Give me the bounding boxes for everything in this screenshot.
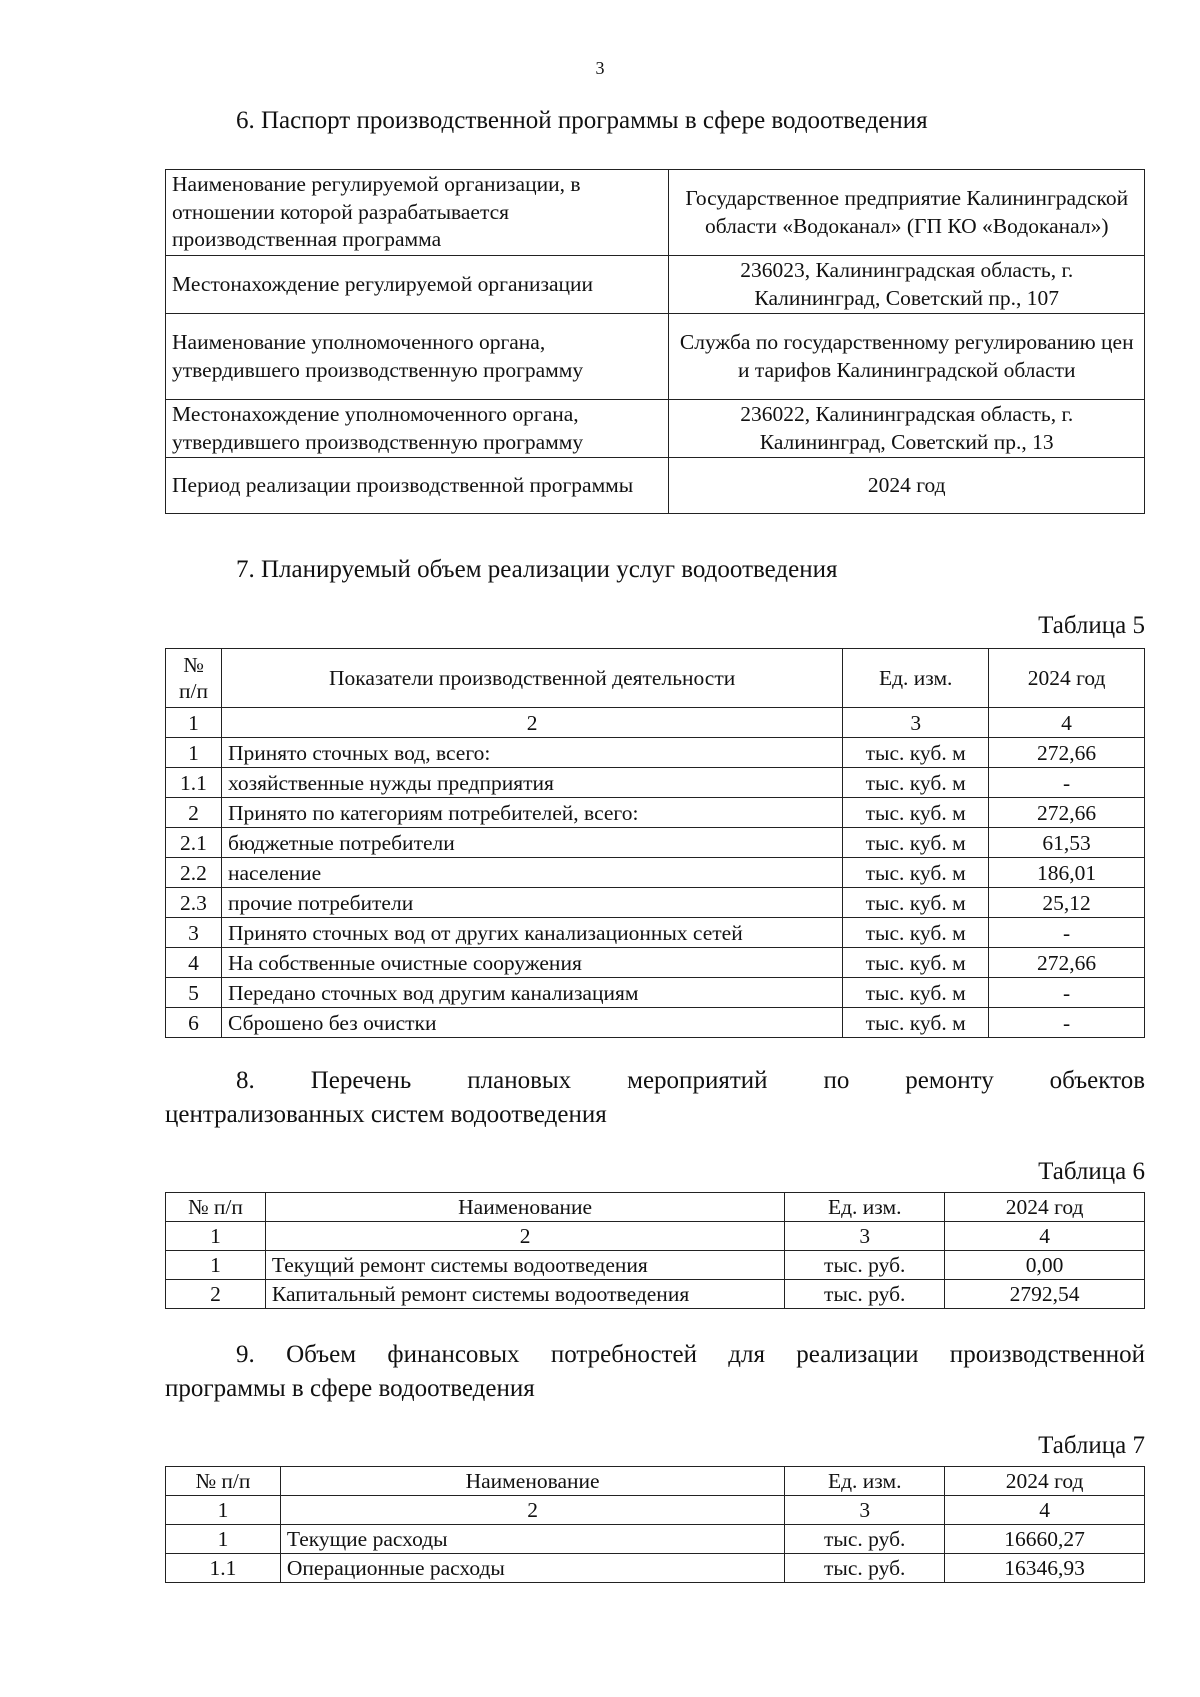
column-header: Ед. изм. [785, 1193, 945, 1222]
section8-heading-line2: централизованных систем водоотведения [165, 1101, 607, 1128]
row-indicator: Принято по категориям потребителей, всего: [221, 798, 842, 828]
table-row [166, 1251, 1145, 1280]
row-indicator: Сброшено без очистки [221, 1008, 842, 1038]
column-header: № п/п [166, 1193, 266, 1222]
row-number: 2 [166, 1280, 266, 1309]
passport-value: 2024 год [669, 458, 1145, 514]
row-number: 1.1 [166, 1554, 281, 1583]
table-row [166, 978, 1145, 1008]
column-number: 3 [785, 1222, 945, 1251]
row-unit: тыс. куб. м [843, 858, 989, 888]
column-numbering-row [166, 1496, 1145, 1525]
section9-heading-line2: программы в сфере водоотведения [165, 1375, 535, 1402]
row-value: 16660,27 [945, 1525, 1145, 1554]
passport-label: Местонахождение уполномоченного органа, утвердившего производственную программу [166, 400, 669, 458]
row-unit: тыс. куб. м [843, 888, 989, 918]
row-value: 2792,54 [945, 1280, 1145, 1309]
row-number: 2.2 [166, 858, 222, 888]
table-row [166, 400, 1145, 458]
column-header: Ед. изм. [843, 649, 989, 708]
row-name: Капитальный ремонт системы водоотведения [265, 1280, 784, 1309]
row-indicator: население [221, 858, 842, 888]
column-header: Наименование [280, 1467, 784, 1496]
passport-value: Служба по государственному регулированию цен и тарифов Калининградской области [669, 314, 1145, 400]
passport-table [165, 169, 1145, 514]
column-header: № п/п [166, 1467, 281, 1496]
page-number: 3 [595, 58, 605, 78]
row-value: 272,66 [989, 738, 1145, 768]
row-unit: тыс. руб. [785, 1525, 945, 1554]
row-value: 186,01 [989, 858, 1145, 888]
row-indicator: На собственные очистные сооружения [221, 948, 842, 978]
row-value: 0,00 [945, 1251, 1145, 1280]
column-number: 1 [166, 708, 222, 738]
row-number: 4 [166, 948, 222, 978]
row-value: - [989, 978, 1145, 1008]
row-value: - [989, 768, 1145, 798]
table7-caption: Таблица 7 [1038, 1432, 1145, 1459]
row-unit: тыс. куб. м [843, 918, 989, 948]
table5 [165, 648, 1145, 1038]
section9-heading-line1: 9. Объем финансовых потребностей для реализации производственной [236, 1341, 1145, 1368]
row-indicator: Принято сточных вод, всего: [221, 738, 842, 768]
row-number: 2.3 [166, 888, 222, 918]
table6 [165, 1192, 1145, 1309]
table-row [166, 1554, 1145, 1583]
section7-heading: 7. Планируемый объем реализации услуг водоотведения [236, 556, 838, 583]
column-header: Ед. изм. [785, 1467, 945, 1496]
column-number: 2 [221, 708, 842, 738]
row-number: 1 [166, 1525, 281, 1554]
row-unit: тыс. куб. м [843, 978, 989, 1008]
column-header: 2024 год [945, 1193, 1145, 1222]
row-unit: тыс. куб. м [843, 1008, 989, 1038]
row-unit: тыс. руб. [785, 1554, 945, 1583]
row-indicator: Принято сточных вод от других канализационных сетей [221, 918, 842, 948]
row-number: 2 [166, 798, 222, 828]
column-number: 1 [166, 1222, 266, 1251]
row-name: Операционные расходы [280, 1554, 784, 1583]
row-indicator: Передано сточных вод другим канализациям [221, 978, 842, 1008]
table-row [166, 256, 1145, 314]
column-numbering-row [166, 708, 1145, 738]
passport-value: 236023, Калининградская область, г. Калининград, Советский пр., 107 [669, 256, 1145, 314]
table-row [166, 858, 1145, 888]
column-number: 3 [843, 708, 989, 738]
table-row [166, 918, 1145, 948]
row-value: - [989, 1008, 1145, 1038]
table7 [165, 1466, 1145, 1583]
table-header-row [166, 649, 1145, 708]
table6-caption: Таблица 6 [1038, 1158, 1145, 1185]
passport-value: Государственное предприятие Калининградской области «Водоканал» (ГП КО «Водоканал») [669, 170, 1145, 256]
row-indicator: прочие потребители [221, 888, 842, 918]
table-row [166, 1525, 1145, 1554]
row-unit: тыс. куб. м [843, 768, 989, 798]
column-number: 3 [785, 1496, 945, 1525]
passport-label: Местонахождение регулируемой организации [166, 256, 669, 314]
row-value: 16346,93 [945, 1554, 1145, 1583]
row-name: Текущие расходы [280, 1525, 784, 1554]
passport-label: Период реализации производственной программы [166, 458, 669, 514]
row-value: 61,53 [989, 828, 1145, 858]
row-unit: тыс. куб. м [843, 828, 989, 858]
column-header: Наименование [265, 1193, 784, 1222]
table-row [166, 314, 1145, 400]
row-unit: тыс. руб. [785, 1251, 945, 1280]
row-unit: тыс. куб. м [843, 798, 989, 828]
column-number: 2 [265, 1222, 784, 1251]
table-row [166, 170, 1145, 256]
table-row [166, 798, 1145, 828]
passport-value: 236022, Калининградская область, г. Калининград, Советский пр., 13 [669, 400, 1145, 458]
section8-heading-line1: 8. Перечень плановых мероприятий по ремонту объектов [236, 1067, 1145, 1094]
section6-heading: 6. Паспорт производственной программы в сфере водоотведения [236, 107, 928, 134]
table-row [166, 888, 1145, 918]
table-row [166, 738, 1145, 768]
row-number: 6 [166, 1008, 222, 1038]
row-indicator: бюджетные потребители [221, 828, 842, 858]
column-number: 4 [945, 1496, 1145, 1525]
table-row [166, 948, 1145, 978]
row-unit: тыс. куб. м [843, 738, 989, 768]
table-row [166, 1008, 1145, 1038]
row-unit: тыс. куб. м [843, 948, 989, 978]
row-number: 3 [166, 918, 222, 948]
row-number: 1 [166, 738, 222, 768]
table-header-row [166, 1193, 1145, 1222]
row-number: 1 [166, 1251, 266, 1280]
row-name: Текущий ремонт системы водоотведения [265, 1251, 784, 1280]
row-number: 1.1 [166, 768, 222, 798]
row-value: 272,66 [989, 948, 1145, 978]
table-row [166, 458, 1145, 514]
row-value: - [989, 918, 1145, 948]
column-header: 2024 год [989, 649, 1145, 708]
table-row [166, 1280, 1145, 1309]
column-number: 4 [989, 708, 1145, 738]
column-header: Показатели производственной деятельности [221, 649, 842, 708]
row-value: 25,12 [989, 888, 1145, 918]
column-number: 2 [280, 1496, 784, 1525]
table-row [166, 828, 1145, 858]
passport-label: Наименование уполномоченного органа, утвердившего производственную программу [166, 314, 669, 400]
row-value: 272,66 [989, 798, 1145, 828]
column-number: 4 [945, 1222, 1145, 1251]
passport-label: Наименование регулируемой организации, в отношении которой разрабатывается производственная программа [166, 170, 669, 256]
column-number: 1 [166, 1496, 281, 1525]
column-numbering-row [166, 1222, 1145, 1251]
row-unit: тыс. руб. [785, 1280, 945, 1309]
column-header: 2024 год [945, 1467, 1145, 1496]
table5-caption: Таблица 5 [1038, 612, 1145, 639]
row-number: 5 [166, 978, 222, 1008]
row-indicator: хозяйственные нужды предприятия [221, 768, 842, 798]
table-row [166, 768, 1145, 798]
row-number: 2.1 [166, 828, 222, 858]
column-header: № п/п [166, 649, 222, 708]
table-header-row [166, 1467, 1145, 1496]
